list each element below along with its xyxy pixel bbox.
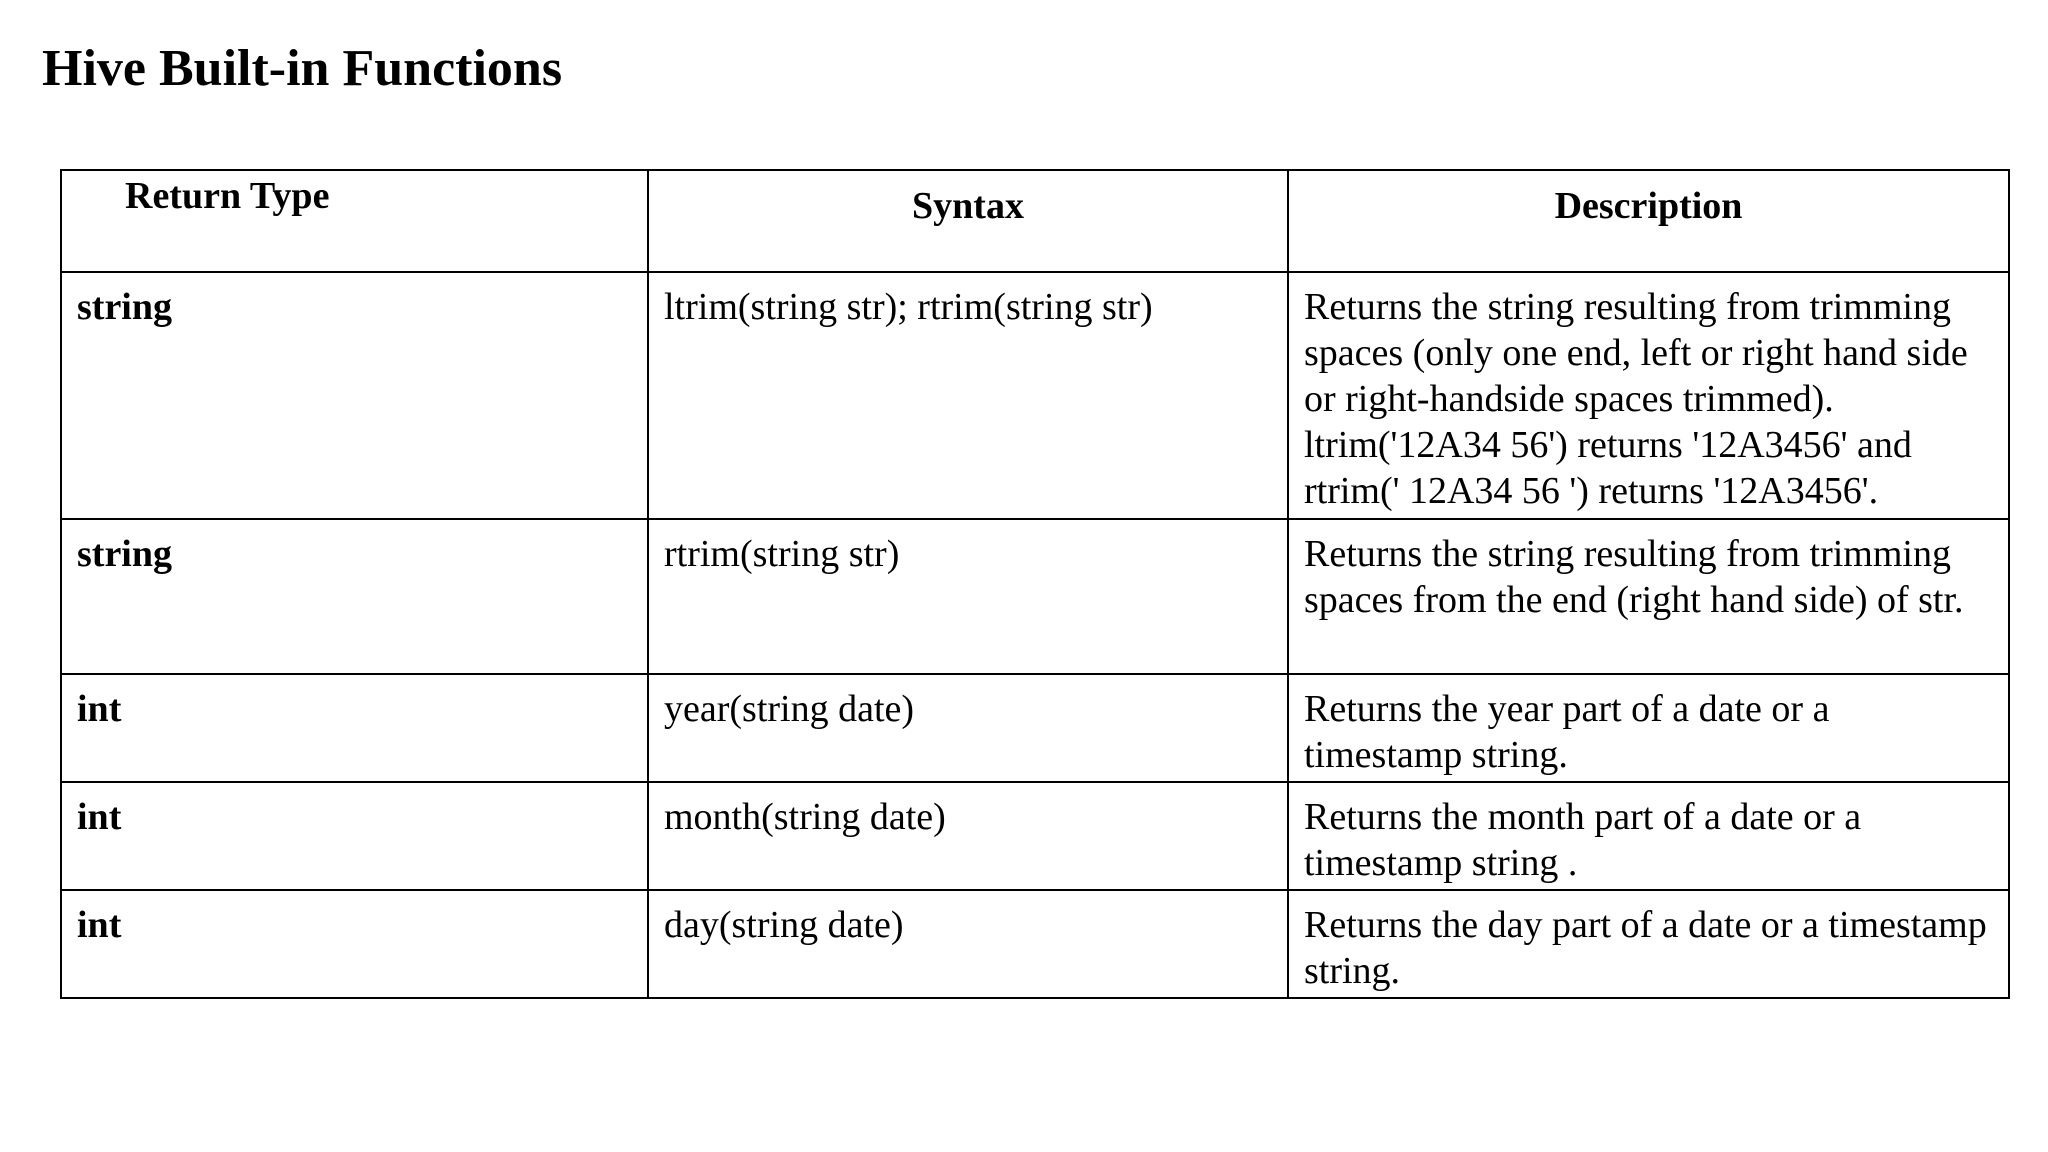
- description-cell: Returns the year part of a date or a timestamp string.: [1288, 674, 2009, 782]
- column-header-return-type: Return Type: [61, 170, 648, 272]
- functions-table: [60, 169, 2010, 999]
- description-cell: Returns the string resulting from trimming spaces from the end (right hand side) of str.: [1288, 519, 2009, 674]
- syntax-cell: rtrim(string str): [648, 519, 1288, 674]
- description-cell: Returns the day part of a date or a timestamp string.: [1288, 890, 2009, 998]
- return-type-cell: int: [61, 674, 648, 782]
- table-row: [61, 519, 2009, 674]
- return-type-cell: int: [61, 890, 648, 998]
- table-row: [61, 890, 2009, 998]
- syntax-cell: month(string date): [648, 782, 1288, 890]
- table-row: [61, 272, 2009, 519]
- table-header-row: [61, 170, 2009, 272]
- table-row: [61, 674, 2009, 782]
- return-type-cell: string: [61, 519, 648, 674]
- return-type-cell: string: [61, 272, 648, 519]
- column-header-description: Description: [1288, 170, 2009, 272]
- description-cell: Returns the month part of a date or a timestamp string .: [1288, 782, 2009, 890]
- description-cell: Returns the string resulting from trimming spaces (only one end, left or right hand side or right-handside spaces trimmed). ltrim('12A34 56') returns '12A3456' and rtrim(' 12A34 56 ') returns '12A3456'.: [1288, 272, 2009, 519]
- syntax-cell: ltrim(string str); rtrim(string str): [648, 272, 1288, 519]
- return-type-cell: int: [61, 782, 648, 890]
- syntax-cell: day(string date): [648, 890, 1288, 998]
- table-row: [61, 782, 2009, 890]
- column-header-syntax: Syntax: [648, 170, 1288, 272]
- page-title: Hive Built-in Functions: [42, 40, 563, 97]
- syntax-cell: year(string date): [648, 674, 1288, 782]
